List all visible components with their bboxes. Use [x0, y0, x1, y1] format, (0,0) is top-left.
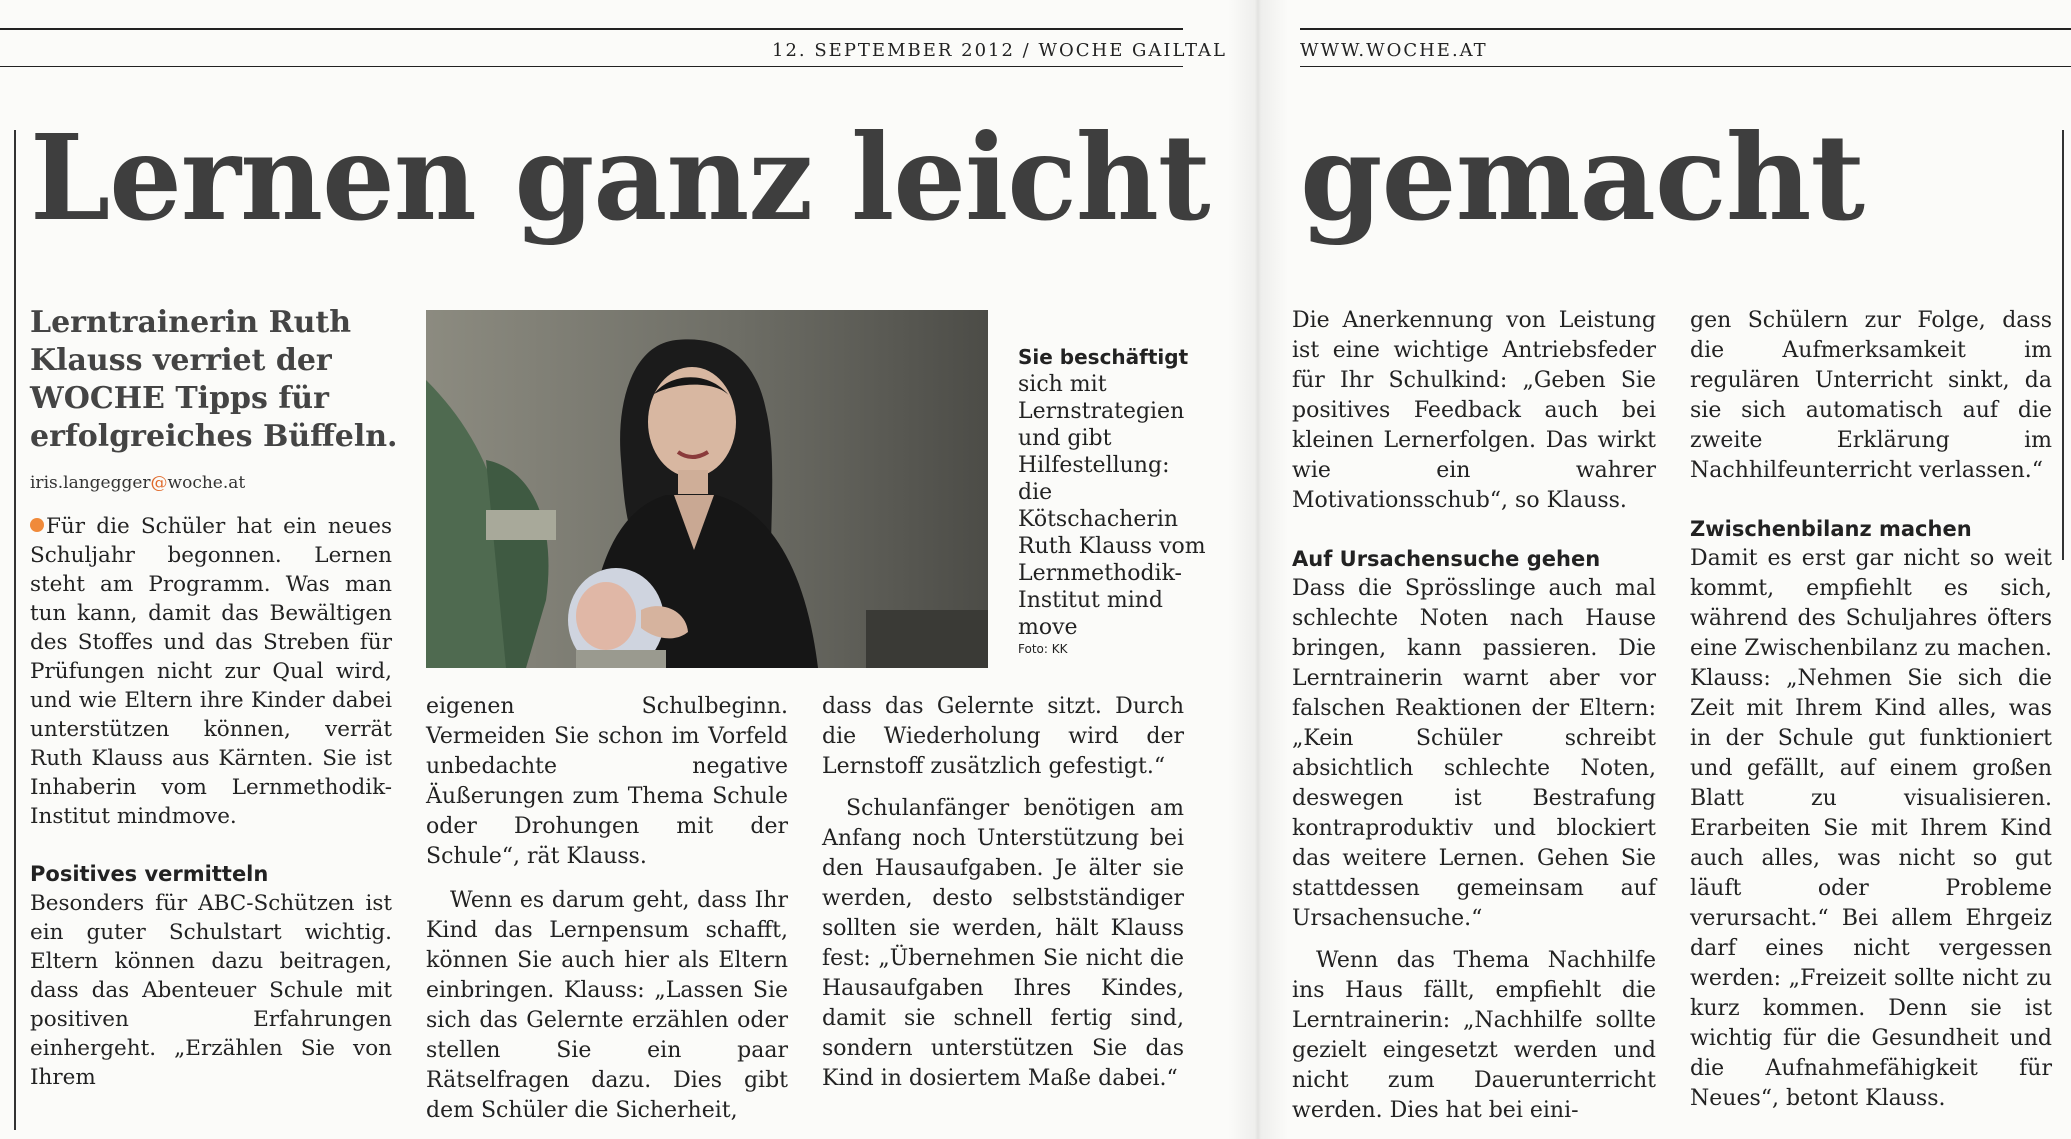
- column-4-paragraph-2: Dass die Sprösslinge auch mal schlechte Noten nach Hause bringen, kann passieren. Die Lerntrainerin warnt aber vor falschen Reaktionen der Eltern: „Kein Schüler schreibt absichtlich schlechte Noten, deswegen ist Bestrafung kontraproduktiv und blockiert das weitere Lernen. Gehen Sie stattdessen gemeinsam auf Ursachensuche.“: [1292, 576, 1656, 931]
- byline-domain: woche.at: [167, 473, 246, 493]
- top-rule-right: [1300, 28, 2071, 30]
- right-border-line: [2062, 130, 2064, 560]
- subheading-auf-ursachensuche-gehen: Auf Ursachensuche gehen: [1292, 547, 1601, 571]
- header-rule-right: [1300, 66, 2071, 67]
- article-column-3: [822, 692, 1184, 1094]
- column-1-text-1: Für die Schüler hat ein neues Schuljahr begonnen. Lernen steht am Programm. Was man tun kann, damit das Bewältigen des Stoffes und das Streben für Prüfungen nicht zur Qual wird, und wie Eltern ihre Kinder dabei unterstützen können, verrät Ruth Klauss aus Kärnten. Sie ist Inhaberin vom Lernmethodik-Institut mindmove.: [30, 514, 392, 829]
- column-4-paragraph-1: Die Anerkennung von Leistung ist eine wichtige Antriebsfeder für Ihr Schulkind: „Geben Sie positives Feedback auch bei kleinen Lernerfolgen. Das wirkt wie ein wahrer Motivationsschub“, so Klauss.: [1292, 308, 1656, 513]
- subheading-zwischenbilanz-machen: Zwischenbilanz machen: [1690, 517, 1972, 541]
- article-column-2: [426, 692, 788, 1126]
- page-gutter: [1228, 0, 1288, 1139]
- caption-text: sich mit Lernstrategien und gibt Hilfestellung: die Kötschacherin Ruth Klauss vom Lernmethodik-Institut mind move: [1018, 372, 1206, 640]
- byline-at-sign: @: [150, 473, 168, 493]
- column-5-paragraph-2: Damit es erst gar nicht so weit kommt, empfiehlt es sich, während des Schuljahres öfters eine Zwischenbilanz zu machen. Klauss: „Nehmen Sie sich die Zeit mit Ihrem Kind alles, was in der Schule gut funktioniert und gefällt, auf einem großen Blatt zu visualisieren. Erarbeiten Sie mit Ihrem Kind auch alles, was nicht so gut läuft oder Probleme verursacht.“ Bei allem Ehrgeiz darf eines nicht vergessen werden: „Freizeit sollte nicht zu kurz kommen. Denn sie ist wichtig für die Gesundheit und die Aufnahmefähigkeit für Neues“, betont Klauss.: [1690, 546, 2052, 1111]
- byline-email: [30, 473, 245, 493]
- column-3-paragraph-1: dass das Gelernte sitzt. Durch die Wiederholung wird der Lernstoff zusätzlich gefestigt.“: [822, 694, 1184, 779]
- running-head-left: 12. SEPTEMBER 2012 / WOCHE GAILTAL: [772, 40, 1227, 61]
- column-3-paragraph-2: Schulanfänger benötigen am Anfang noch Unterstützung bei den Hausaufgaben. Je älter sie werden, desto selbstständiger sollten sie werden, hält Klauss fest: „Übernehmen Sie nicht die Hausaufgaben Ihres Kindes, damit sie schnell fertig sind, sondern unterstützen Sie das Kind in dosiertem Maße dabei.“: [822, 796, 1184, 1091]
- photo-illustration: [426, 310, 988, 668]
- headline-right: gemacht: [1300, 108, 1865, 247]
- top-rule-left: [0, 28, 1183, 30]
- column-2-paragraph-1: eigenen Schulbeginn. Vermeiden Sie schon im Vorfeld unbedachte negative Äußerungen zum Thema Schule oder Drohungen mit der Schule“, rät Klauss.: [426, 694, 788, 869]
- headline-left: Lernen ganz leicht: [30, 108, 1210, 247]
- photo-credit: Foto: KK: [1018, 642, 1068, 656]
- article-column-5: [1690, 306, 2052, 1114]
- column-4-paragraph-3: Wenn das Thema Nachhilfe ins Haus fällt, empfiehlt die Lerntrainerin: „Nachhilfe sollte gezielt eingesetzt werden und nicht zum Dauerunterricht werden. Dies hat bei eini-: [1292, 948, 1656, 1123]
- column-1-paragraph-2: Besonders für ABC-Schützen ist ein guter Schulstart wichtig. Eltern können dazu beitragen, dass das Abenteuer Schule mit positiven Erfahrungen einhergeht. „Erzählen Sie von Ihrem: [30, 891, 392, 1090]
- article-subhead: Lerntrainerin Ruth Klauss verriet der WOCHE Tipps für erfolgreiches Büffeln.: [30, 305, 398, 454]
- byline-user: iris.langegger: [30, 473, 151, 493]
- subheading-positives-vermitteln: Positives vermitteln: [30, 862, 269, 886]
- running-head-right: WWW.WOCHE.AT: [1300, 40, 1488, 61]
- column-1-paragraph-1: [30, 512, 392, 831]
- article-photo: [426, 310, 988, 668]
- article-column-1: [30, 512, 392, 1092]
- photo-caption: [1018, 344, 1208, 657]
- left-border-line: [14, 130, 16, 1130]
- header-rule-left: [0, 66, 1183, 67]
- column-2-paragraph-2: Wenn es darum geht, dass Ihr Kind das Lernpensum schafft, können Sie auch hier als Eltern einbringen. Klauss: „Lassen Sie sich das Gelernte erzählen oder stellen Sie ein paar Rätselfragen dazu. Dies gibt dem Schüler die Sicherheit,: [426, 888, 788, 1123]
- article-column-4: [1292, 306, 1656, 1126]
- start-marker-icon: [30, 518, 44, 532]
- column-5-paragraph-1: gen Schülern zur Folge, dass die Aufmerksamkeit im regulären Unterricht sinkt, da sie sich automatisch auf die zweite Erklärung im Nachhilfeunterricht verlassen.“: [1690, 308, 2052, 483]
- caption-bold-lead: Sie beschäftigt: [1018, 345, 1189, 369]
